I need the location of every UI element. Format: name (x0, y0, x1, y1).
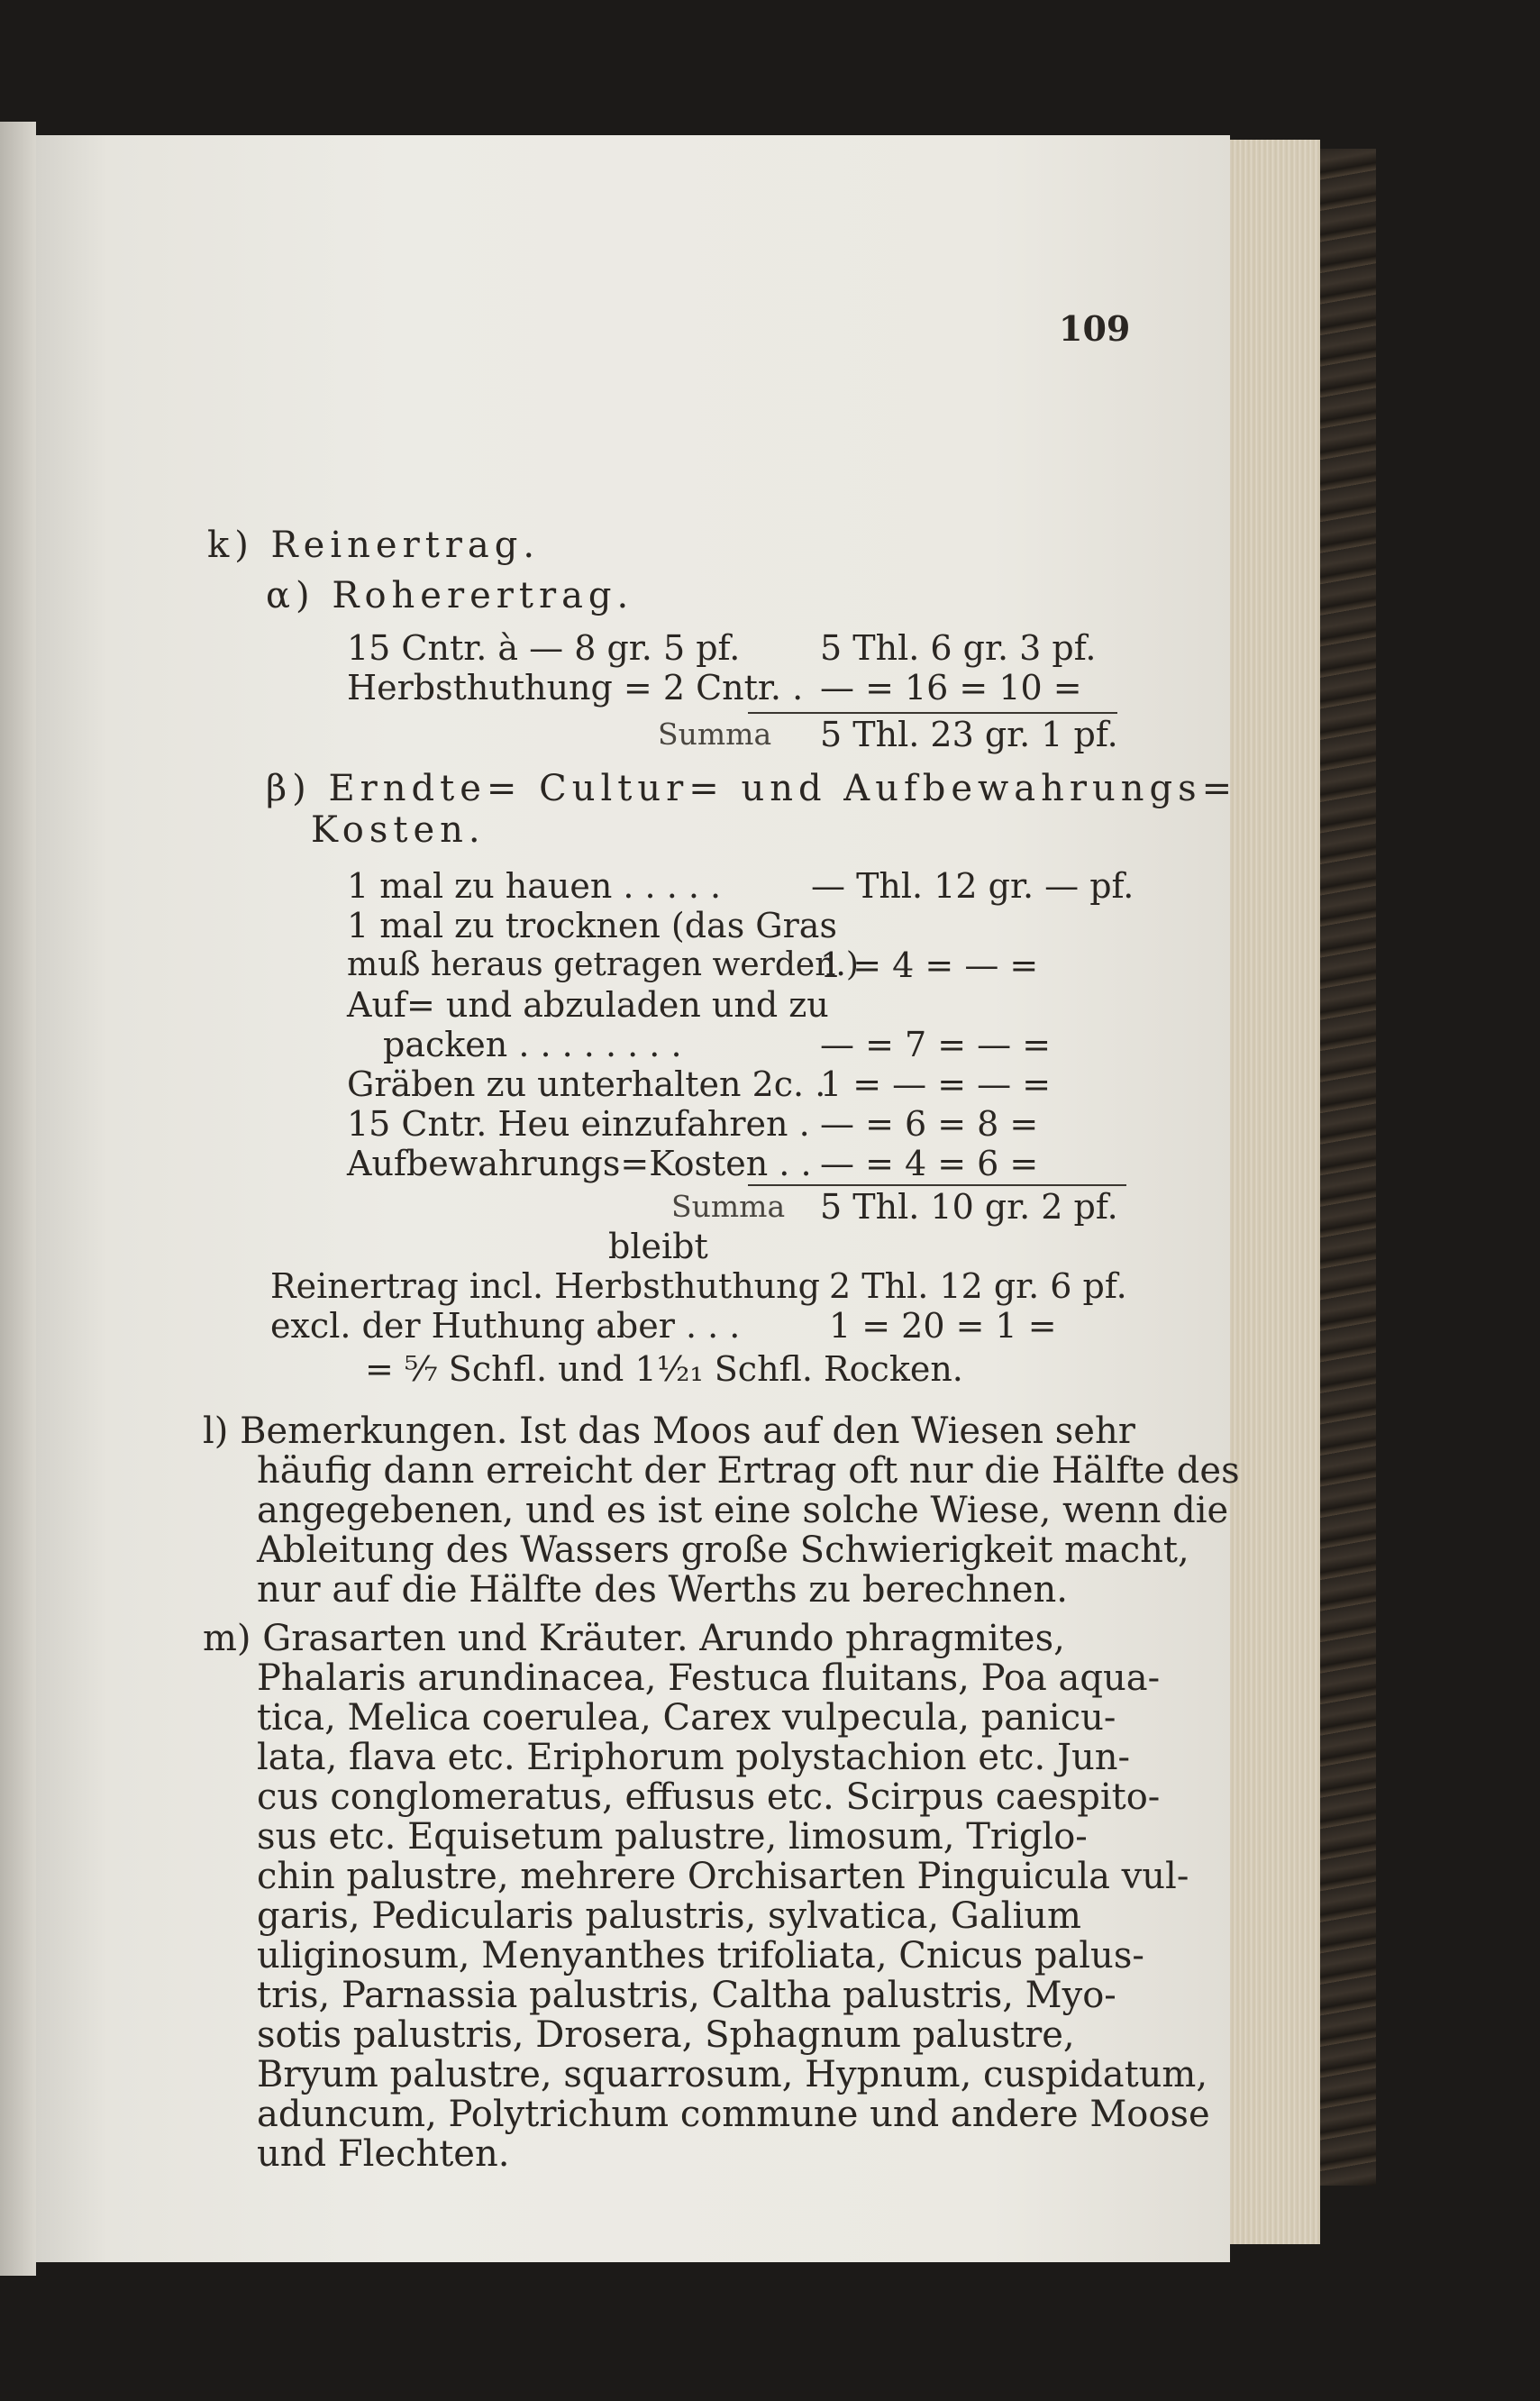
beta-row: 1 mal zu trocknen (das Gras (347, 906, 837, 945)
book-page (36, 135, 1240, 2262)
alpha-row-amount: — = 16 = 10 = (820, 668, 1082, 708)
text-line: chin palustre, mehrere Orchisarten Pinguicula vul- (257, 1856, 1189, 1897)
alpha-row-amount: 5 Thl. 6 gr. 3 pf. (820, 628, 1097, 668)
text-line: nur auf die Hälfte des Werths zu berechnen. (257, 1569, 1068, 1611)
text-line: und Flechten. (257, 2133, 510, 2175)
text-line: Ableitung des Wassers große Schwierigkeit macht, (257, 1529, 1189, 1571)
beta-sum-label: Summa (671, 1189, 786, 1224)
beta-row-amount: — = 4 = 6 = (820, 1144, 1039, 1183)
text-line: aduncum, Polytrichum commune und andere Moose (257, 2094, 1210, 2135)
beta-row: muß heraus getragen werden.) (347, 946, 859, 983)
text-line: häufig dann erreicht der Ertrag oft nur die Hälfte des (257, 1450, 1240, 1492)
text-line: m) Grasarten und Kräuter. Arundo phragmites, (203, 1618, 1065, 1659)
beta-row-amount: 1 = — = — = (820, 1064, 1052, 1104)
beta-heading: β) Erndte= Cultur= und Aufbewahrungs= (266, 768, 1238, 809)
beta-row-amount: — = 7 = — = (820, 1025, 1052, 1064)
text-line: l) Bemerkungen. Ist das Moos auf den Wiesen sehr (203, 1410, 1135, 1452)
beta-heading-cont: Kosten. (311, 809, 486, 851)
text-line: lata, flava etc. Eriphorum polystachion etc. Jun- (257, 1737, 1131, 1778)
beta-row-amount: — Thl. 12 gr. — pf. (811, 866, 1134, 906)
beta-row: Auf= und abzuladen und zu (347, 985, 829, 1025)
beta-row-amount: 1 = 4 = — = (820, 945, 1039, 985)
text-line: garis, Pedicularis palustris, sylvatica, Galium (257, 1895, 1081, 1937)
equals-line: = ⁵⁄₇ Schfl. und 1¹⁄₂₁ Schfl. Rocken. (365, 1349, 963, 1389)
beta-row: Gräben zu unterhalten 2c. . (347, 1064, 826, 1104)
text-line: uliginosum, Menyanthes trifoliata, Cnicus palus- (257, 1935, 1144, 1976)
text-line: Phalaris arundinacea, Festuca fluitans, Poa aqua- (257, 1657, 1161, 1699)
text-line: sus etc. Equisetum palustre, limosum, Triglo- (257, 1816, 1088, 1858)
beta-row: packen . . . . . . . . (383, 1025, 682, 1064)
reinertrag-incl-amount: 2 Thl. 12 gr. 6 pf. (829, 1266, 1127, 1306)
beta-sum-amount: 5 Thl. 10 gr. 2 pf. (820, 1187, 1118, 1227)
alpha-row: 15 Cntr. à — 8 gr. 5 pf. (347, 628, 741, 668)
reinertrag-incl: Reinertrag incl. Herbsthuthung (270, 1266, 820, 1306)
page-number: 109 (1059, 308, 1131, 349)
text-line: sotis palustris, Drosera, Sphagnum palustre, (257, 2014, 1075, 2056)
alpha-row: Herbsthuthung = 2 Cntr. . (347, 668, 804, 708)
text-line: tris, Parnassia palustris, Caltha palustris, Myo- (257, 1975, 1116, 2016)
book-cover (1320, 149, 1376, 2186)
text-line: Bryum palustre, squarrosum, Hypnum, cuspidatum, (257, 2054, 1208, 2095)
adjacent-page-edge (0, 122, 36, 2276)
text-line: angegebenen, und es ist eine solche Wiese, wenn die (257, 1490, 1229, 1531)
text-line: cus conglomeratus, effusus etc. Scirpus caespito- (257, 1776, 1161, 1818)
reinertrag-excl: excl. der Huthung aber . . . (270, 1306, 741, 1346)
alpha-heading: α) Roherertrag. (266, 575, 634, 616)
bleibt-label: bleibt (608, 1227, 708, 1266)
section-k-heading: k) Reinertrag. (207, 525, 541, 566)
alpha-sum-amount: 5 Thl. 23 gr. 1 pf. (820, 715, 1118, 754)
alpha-sum-label: Summa (658, 717, 772, 752)
beta-row: Aufbewahrungs=Kosten . . (347, 1144, 812, 1183)
beta-row: 15 Cntr. Heu einzufahren . (347, 1104, 810, 1144)
beta-row-amount: — = 6 = 8 = (820, 1104, 1039, 1144)
page-block-edge (1230, 140, 1320, 2244)
beta-row: 1 mal zu hauen . . . . . (347, 866, 722, 906)
reinertrag-excl-amount: 1 = 20 = 1 = (829, 1306, 1057, 1346)
text-line: tica, Melica coerulea, Carex vulpecula, panicu- (257, 1697, 1116, 1739)
